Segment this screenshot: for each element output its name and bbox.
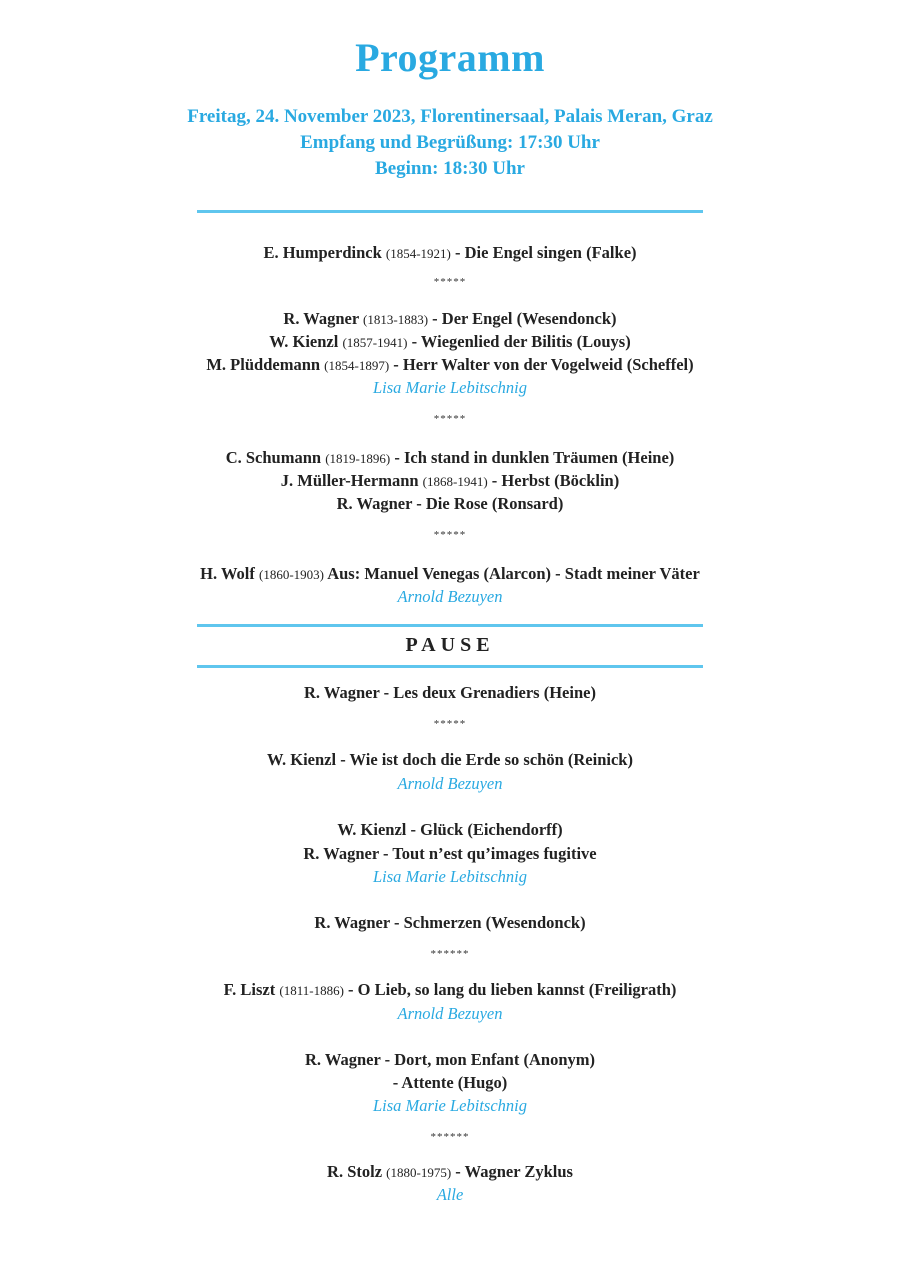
performer-name: Arnold Bezuyen bbox=[397, 587, 503, 606]
program-item: W. Kienzl (1857-1941) - Wiegenlied der Bilitis (Louys) bbox=[269, 332, 631, 351]
composer-dates: (1868-1941) bbox=[422, 474, 488, 489]
composer-dates: (1819-1896) bbox=[325, 451, 391, 466]
event-date-venue: Freitag, 24. November 2023, Florentinersaal, Palais Meran, Graz bbox=[187, 106, 713, 127]
program-item: C. Schumann (1819-1896) - Ich stand in dunklen Träumen (Heine) bbox=[225, 448, 675, 467]
composer-dates: (1860-1903) bbox=[259, 567, 324, 582]
program-item: R. Wagner - Tout n’est qu’images fugitive bbox=[303, 844, 597, 863]
separator: ***** bbox=[433, 276, 467, 288]
program-item: R. Wagner - Les deux Grenadiers (Heine) bbox=[304, 683, 596, 702]
start-time: Beginn: 18:30 Uhr bbox=[375, 158, 525, 179]
program-item: R. Wagner - Die Rose (Ronsard) bbox=[336, 494, 564, 513]
program-item: M. Plüddemann (1854-1897) - Herr Walter von der Vogelweid (Scheffel) bbox=[206, 355, 694, 374]
program-item: F. Liszt (1811-1886) - O Lieb, so lang du lieben kannst (Freiligrath) bbox=[223, 980, 677, 999]
program-item: J. Müller-Hermann (1868-1941) - Herbst (Böcklin) bbox=[280, 471, 620, 490]
program-item: - Attente (Hugo) bbox=[392, 1073, 508, 1092]
program-item: W. Kienzl - Glück (Eichendorff) bbox=[337, 820, 563, 839]
pause-divider-bottom bbox=[197, 665, 703, 668]
separator: ***** bbox=[433, 413, 467, 425]
composer-dates: (1854-1897) bbox=[324, 358, 390, 373]
separator: ****** bbox=[430, 948, 470, 960]
program-item: R. Stolz (1880-1975) - Wagner Zyklus bbox=[327, 1162, 573, 1181]
composer-dates: (1857-1941) bbox=[342, 335, 408, 350]
program-item: E. Humperdinck (1854-1921) - Die Engel singen (Falke) bbox=[263, 243, 637, 262]
performer-name: Arnold Bezuyen bbox=[397, 1004, 503, 1023]
performer-name: Arnold Bezuyen bbox=[397, 774, 503, 793]
header-divider bbox=[197, 210, 703, 213]
separator: ****** bbox=[430, 1131, 470, 1143]
performer-name: Lisa Marie Lebitschnig bbox=[372, 867, 527, 886]
program-item: R. Wagner - Schmerzen (Wesendonck) bbox=[314, 913, 586, 932]
composer-dates: (1880-1975) bbox=[386, 1165, 452, 1180]
performer-name: Lisa Marie Lebitschnig bbox=[372, 1096, 527, 1115]
separator: ***** bbox=[433, 718, 467, 730]
reception-time: Empfang und Begrüßung: 17:30 Uhr bbox=[300, 132, 600, 153]
separator: ***** bbox=[433, 529, 467, 541]
program-item: W. Kienzl - Wie ist doch die Erde so schön (Reinick) bbox=[267, 750, 633, 769]
performer-name: Alle bbox=[436, 1185, 464, 1204]
program-item: H. Wolf (1860-1903) Aus: Manuel Venegas (Alarcon) - Stadt meiner Väter bbox=[200, 564, 700, 583]
pause-divider-top bbox=[197, 624, 703, 627]
program-item: R. Wagner (1813-1883) - Der Engel (Wesendonck) bbox=[283, 309, 617, 328]
composer-dates: (1811-1886) bbox=[279, 983, 344, 998]
pause-label: PAUSE bbox=[405, 634, 495, 656]
performer-name: Lisa Marie Lebitschnig bbox=[372, 378, 527, 397]
program-item: R. Wagner - Dort, mon Enfant (Anonym) bbox=[305, 1050, 595, 1069]
page-title: Programm bbox=[355, 35, 545, 80]
composer-dates: (1854-1921) bbox=[385, 246, 451, 261]
composer-dates: (1813-1883) bbox=[363, 312, 429, 327]
